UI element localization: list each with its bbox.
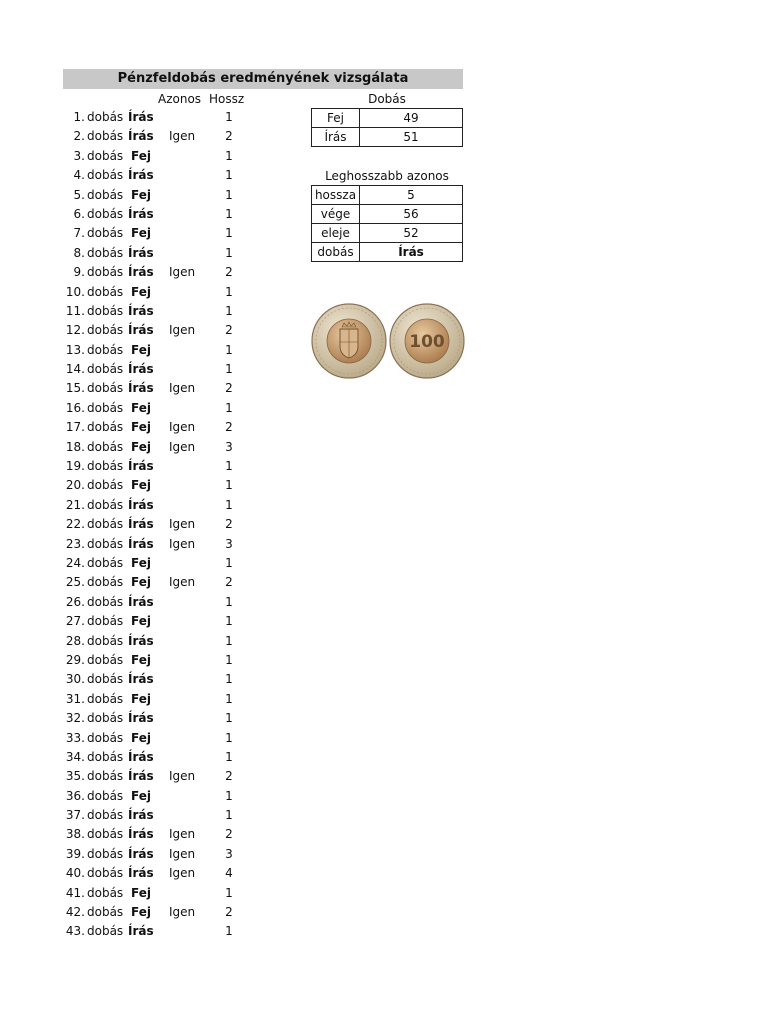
throw-result: Fej [131,148,151,163]
throw-label: dobás [87,478,124,493]
throw-number: 23. [65,536,85,551]
throw-same-flag: Igen [169,536,196,551]
throw-number: 42. [65,905,85,920]
throw-number: 36. [65,788,85,803]
throw-run-length: 1 [225,303,233,318]
throw-label: dobás [87,555,124,570]
longest-run-value-start: 52 [360,224,463,243]
throw-label: dobás [87,691,124,706]
throw-result: Írás [128,168,154,183]
throw-result: Írás [128,265,154,280]
throw-label: dobás [87,711,124,726]
throw-label: dobás [87,788,124,803]
table-row [63,399,303,418]
throw-run-length: 1 [225,691,233,706]
throw-same-flag: Igen [169,575,196,590]
throw-same-flag: Igen [169,439,196,454]
throw-label: dobás [87,866,124,881]
throw-run-length: 1 [225,633,233,648]
throw-number: 37. [65,808,85,823]
throw-label: dobás [87,769,124,784]
throw-label: dobás [87,846,124,861]
table-row [63,651,303,670]
throw-number: 14. [65,362,85,377]
throw-result: Fej [131,885,151,900]
table-row [312,205,463,224]
summary-value-fej: 49 [360,109,463,128]
sheet-title: Pénzfeldobás eredményének vizsgálata [63,69,463,89]
throw-label: dobás [87,827,124,842]
throw-run-length: 1 [225,284,233,299]
throw-number: 43. [65,924,85,939]
table-row [63,612,303,631]
throw-number: 24. [65,555,85,570]
table-row [63,845,303,864]
throw-same-flag: Igen [169,769,196,784]
throw-run-length: 1 [225,497,233,512]
throw-label: dobás [87,517,124,532]
throw-label: dobás [87,226,124,241]
longest-run-caption: Leghosszabb azonos [325,169,449,183]
throw-run-length: 1 [225,362,233,377]
throw-run-length: 2 [225,517,233,532]
table-row [63,884,303,903]
throw-run-length: 1 [225,245,233,260]
throw-number: 21. [65,497,85,512]
column-header-hossz: Hossz [209,92,245,106]
throw-number: 31. [65,691,85,706]
throw-run-length: 1 [225,749,233,764]
throw-run-length: 1 [225,652,233,667]
column-header-azonos: Azonos [158,92,202,106]
throw-run-length: 1 [225,711,233,726]
throw-label: dobás [87,905,124,920]
throw-result: Írás [128,866,154,881]
throw-label: dobás [87,808,124,823]
coin-coat-of-arms-icon [312,304,386,378]
throw-number: 16. [65,400,85,415]
throw-number: 18. [65,439,85,454]
table-row [63,418,303,437]
throw-label: dobás [87,885,124,900]
throw-number: 28. [65,633,85,648]
throw-run-length: 2 [225,323,233,338]
table-row [63,670,303,689]
throw-run-length: 1 [225,148,233,163]
throw-number: 1. [73,110,85,124]
throw-result: Írás [128,827,154,842]
throw-number: 20. [65,478,85,493]
throw-result: Fej [131,905,151,920]
table-row [63,806,303,825]
throw-number: 17. [65,420,85,435]
throw-run-length: 2 [225,827,233,842]
throw-run-length: 1 [225,206,233,221]
throw-label: dobás [87,672,124,687]
throw-number: 34. [65,749,85,764]
throw-number: 26. [65,594,85,609]
table-row [63,922,303,941]
longest-run-label-length: hossza [312,186,360,205]
throw-number: 32. [65,711,85,726]
table-row [63,903,303,922]
throw-run-length: 1 [225,478,233,493]
throw-result: Írás [128,110,154,124]
table-row [63,360,303,379]
throw-run-length: 1 [225,459,233,474]
throw-number: 5. [73,187,85,202]
throw-result: Írás [128,323,154,338]
throw-number: 40. [65,866,85,881]
throw-run-length: 1 [225,788,233,803]
throw-number: 9. [73,265,85,280]
throw-number: 8. [73,245,85,260]
throw-result: Írás [128,459,154,474]
throw-number: 7. [73,226,85,241]
throw-result: Fej [131,342,151,357]
throw-number: 3. [73,148,85,163]
throw-label: dobás [87,129,124,144]
throw-label: dobás [87,497,124,512]
longest-run-label-start: eleje [312,224,360,243]
throw-number: 33. [65,730,85,745]
throw-label: dobás [87,381,124,396]
throw-result: Fej [131,187,151,202]
summary-value-iras: 51 [360,128,463,147]
throw-run-length: 2 [225,769,233,784]
throw-result: Fej [131,420,151,435]
table-row [63,748,303,767]
throw-label: dobás [87,303,124,318]
throw-run-length: 3 [225,439,233,454]
throw-result: Írás [128,303,154,318]
throw-run-length: 4 [225,866,233,881]
table-row [63,496,303,515]
throw-label: dobás [87,459,124,474]
table-row [63,690,303,709]
throw-run-length: 2 [225,905,233,920]
throw-result: Írás [128,594,154,609]
throw-result: Írás [128,129,154,144]
throw-number: 13. [65,342,85,357]
longest-run-value-end: 56 [360,205,463,224]
table-row [63,554,303,573]
table-row [63,224,303,243]
throw-same-flag: Igen [169,323,196,338]
table-row [63,767,303,786]
throw-number: 25. [65,575,85,590]
throw-result: Fej [131,730,151,745]
throws-summary-table [311,108,463,147]
throw-same-flag: Igen [169,265,196,280]
throw-label: dobás [87,652,124,667]
throw-result: Fej [131,691,151,706]
table-row [63,127,303,146]
throw-run-length: 1 [225,226,233,241]
throw-number: 29. [65,652,85,667]
table-row [63,379,303,398]
table-row [63,632,303,651]
throw-label: dobás [87,536,124,551]
throw-result: Fej [131,788,151,803]
throw-label: dobás [87,924,124,939]
throw-number: 38. [65,827,85,842]
throw-label: dobás [87,342,124,357]
throw-label: dobás [87,187,124,202]
throw-run-length: 1 [225,187,233,202]
throw-label: dobás [87,110,124,124]
throw-same-flag: Igen [169,846,196,861]
throw-result: Fej [131,439,151,454]
throw-result: Fej [131,478,151,493]
throw-label: dobás [87,614,124,629]
longest-run-label-throw: dobás [312,243,360,262]
throw-result: Írás [128,749,154,764]
throw-number: 19. [65,459,85,474]
throw-number: 30. [65,672,85,687]
throw-run-length: 3 [225,536,233,551]
throw-result: Írás [128,497,154,512]
throw-result: Írás [128,711,154,726]
throw-label: dobás [87,420,124,435]
table-row [63,166,303,185]
throw-label: dobás [87,730,124,745]
table-row [63,321,303,340]
table-row [63,205,303,224]
throw-result: Fej [131,575,151,590]
throw-run-length: 1 [225,342,233,357]
throw-label: dobás [87,575,124,590]
throw-number: 22. [65,517,85,532]
table-row [63,535,303,554]
throw-result: Fej [131,652,151,667]
throw-label: dobás [87,265,124,280]
throw-result: Írás [128,517,154,532]
table-row [63,283,303,302]
throw-number: 10. [65,284,85,299]
table-row [63,729,303,748]
throw-number: 6. [73,206,85,221]
table-row [63,515,303,534]
throw-label: dobás [87,633,124,648]
table-row [63,787,303,806]
throw-label: dobás [87,594,124,609]
throw-run-length: 2 [225,265,233,280]
throw-number: 4. [73,168,85,183]
throw-run-length: 2 [225,129,233,144]
longest-run-value-throw: Írás [360,243,463,262]
throw-number: 15. [65,381,85,396]
throw-label: dobás [87,362,124,377]
throw-run-length: 1 [225,168,233,183]
table-row [63,709,303,728]
throw-run-length: 1 [225,400,233,415]
longest-run-label-end: vége [312,205,360,224]
table-row [63,186,303,205]
throw-run-length: 1 [225,594,233,609]
throw-label: dobás [87,439,124,454]
throw-result: Fej [131,226,151,241]
throw-number: 12. [65,323,85,338]
coin-image [311,302,467,380]
throw-run-length: 2 [225,575,233,590]
throw-same-flag: Igen [169,517,196,532]
throw-run-length: 1 [225,672,233,687]
throw-result: Írás [128,672,154,687]
throw-run-length: 2 [225,381,233,396]
throw-result: Írás [128,808,154,823]
throw-list [63,108,303,942]
throw-result: Írás [128,924,154,939]
throw-result: Írás [128,362,154,377]
table-row [312,243,463,262]
throw-result: Írás [128,536,154,551]
throw-number: 39. [65,846,85,861]
throw-result: Írás [128,769,154,784]
throw-number: 11. [65,303,85,318]
throw-label: dobás [87,749,124,764]
throw-same-flag: Igen [169,866,196,881]
throw-run-length: 3 [225,846,233,861]
table-row [312,224,463,243]
table-row [63,244,303,263]
throw-label: dobás [87,323,124,338]
throw-label: dobás [87,400,124,415]
throw-run-length: 1 [225,730,233,745]
throw-run-length: 1 [225,924,233,939]
throw-run-length: 1 [225,614,233,629]
table-row [63,147,303,166]
summary-label-fej: Fej [312,109,360,128]
throw-same-flag: Igen [169,381,196,396]
throw-same-flag: Igen [169,827,196,842]
throw-result: Fej [131,400,151,415]
table-row [63,476,303,495]
throw-label: dobás [87,168,124,183]
throw-same-flag: Igen [169,905,196,920]
table-row [312,109,463,128]
table-row [63,825,303,844]
throw-number: 41. [65,885,85,900]
table-row [63,263,303,282]
throw-result: Írás [128,381,154,396]
throw-label: dobás [87,284,124,299]
throw-result: Fej [131,614,151,629]
coin-100-forint-icon [390,304,464,378]
throw-label: dobás [87,245,124,260]
throw-run-length: 1 [225,110,233,124]
longest-run-table [311,185,463,262]
table-row [312,128,463,147]
table-row [63,438,303,457]
throw-result: Írás [128,206,154,221]
throw-run-length: 1 [225,885,233,900]
longest-run-value-length: 5 [360,186,463,205]
throw-number: 35. [65,769,85,784]
summary-label-iras: Írás [312,128,360,147]
table-row [63,573,303,592]
throw-result: Írás [128,846,154,861]
table-row [312,186,463,205]
table-row [63,108,303,127]
throws-summary-caption: Dobás [368,92,406,106]
throw-run-length: 1 [225,555,233,570]
throw-label: dobás [87,206,124,221]
throw-run-length: 2 [225,420,233,435]
coin-value-label: 100 [409,332,445,352]
throw-result: Írás [128,245,154,260]
throw-same-flag: Igen [169,420,196,435]
throw-label: dobás [87,148,124,163]
throw-number: 2. [73,129,85,144]
throw-run-length: 1 [225,808,233,823]
table-row [63,457,303,476]
table-row [63,864,303,883]
table-row [63,341,303,360]
throw-result: Fej [131,284,151,299]
throw-result: Fej [131,555,151,570]
throw-result: Írás [128,633,154,648]
table-row [63,302,303,321]
throw-number: 27. [65,614,85,629]
table-row [63,593,303,612]
throw-same-flag: Igen [169,129,196,144]
